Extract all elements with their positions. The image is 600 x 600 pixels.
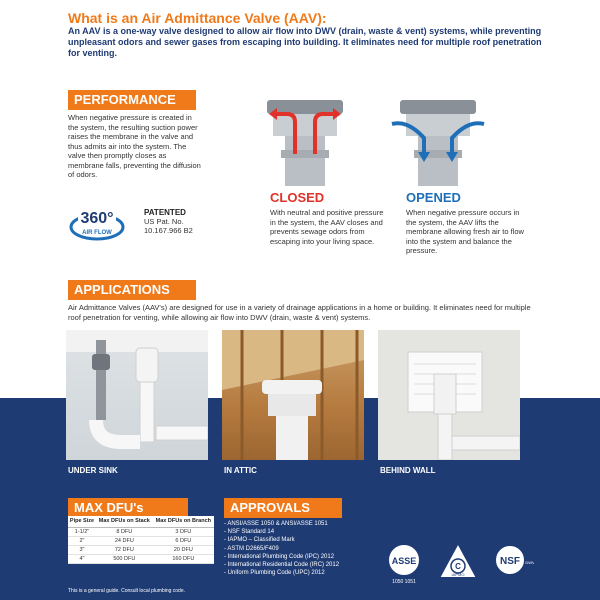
airflow-360-badge [68, 205, 126, 243]
dfu-cell: 2" [68, 536, 96, 545]
asse-logo [382, 540, 426, 589]
list-item: - International Plumbing Code (IPC) 2012 [224, 553, 335, 560]
dfu-header-stack: Max DFUs on Stack [96, 516, 153, 527]
opened-title: OPENED [406, 190, 461, 205]
asse-codes: 1050 1051 [392, 579, 416, 584]
dfu-cell: 3 DFU [153, 527, 214, 536]
dfu-header-branch: Max DFUs on Branch [153, 516, 214, 527]
patent-line2: 10.167.966 B2 [144, 226, 193, 235]
dfu-cell: 160 DFU [153, 554, 214, 563]
dfu-cell: 8 DFU [96, 527, 153, 536]
max-dfu-heading: MAX DFU's [68, 498, 188, 518]
dfu-header-pipe-size: Pipe Size [68, 516, 96, 527]
dfu-cell: 72 DFU [96, 545, 153, 554]
iapmo-logo [436, 540, 480, 589]
in-attic-photo [222, 330, 364, 460]
badge-label: AIR FLOW [82, 230, 112, 236]
opened-text: When negative pressure occurs in the system, the AAV lifts the membrane allowing fresh air to flow into the system and balance the pressure. [406, 208, 524, 255]
list-item: - ANSI/ASSE 1050 & ANSI/ASSE 1051 [224, 521, 328, 527]
opened-valve-illustration [388, 94, 488, 186]
performance-heading: PERFORMANCE [68, 90, 196, 110]
dfu-note: This is a general guide. Consult local plumbing code. [68, 588, 186, 594]
svg-text:C: C [455, 562, 461, 571]
dfu-cell: 500 DFU [96, 554, 153, 563]
closed-title: CLOSED [270, 190, 325, 205]
approvals-list [224, 520, 339, 577]
in-attic-label: IN ATTIC [224, 466, 257, 475]
under-sink-label: UNDER SINK [68, 466, 118, 475]
applications-text: Air Admittance Valves (AAV's) are designed for use in a variety of drainage applications in a home or building. It eliminates need for multiple roof penetration for venting, while allowing air flow into DWV (drain, waste & vent) systems. [68, 303, 531, 322]
list-item: - IAPMO – Classified Mark [224, 537, 295, 544]
patent-title: PATENTED [144, 208, 186, 217]
dfu-cell: 4" [68, 554, 96, 563]
intro-text: An AAV is a one-way valve designed to allow air flow into DWV (drain, waste & vent) systems, while preventing unpleasant odors and sewer gases from escaping into building. It eliminates need for multiple roof penetration for venting. [68, 26, 542, 58]
list-item: - Uniform Plumbing Code (UPC) 2012 [224, 570, 325, 577]
performance-text: When negative pressure is created in the system, the resulting suction power raises the membrane in the valve and thus admits air into the system. The valve then promptly closes as membrane falls, preventing the diffusion of odors. [68, 113, 201, 179]
nsf-logo [490, 540, 534, 589]
under-sink-photo [66, 330, 208, 460]
list-item: - NSF Standard 14 [224, 529, 275, 536]
dfu-cell: 6 DFU [153, 536, 214, 545]
page-title: What is an Air Admittance Valve (AAV): [68, 10, 327, 26]
applications-heading: APPLICATIONS [68, 280, 196, 300]
nsf-sub: DWV [525, 560, 534, 565]
asse-label: ASSE [391, 556, 417, 566]
badge-number: 360° [80, 210, 114, 227]
table-row [68, 554, 214, 563]
patent-info [144, 208, 193, 235]
list-item: - International Residential Code (IRC) 2012 [224, 562, 340, 569]
approvals-heading: APPROVALS [224, 498, 342, 518]
table-row [68, 527, 214, 536]
closed-text: With neutral and positive pressure in the system, the AAV closes and prevents sewage odors from escaping into your living space. [270, 208, 384, 246]
list-item: - ASTM D2665/F409 [224, 545, 279, 552]
patent-line1: US Pat. No. [144, 217, 184, 226]
table-row [68, 536, 214, 545]
dfu-cell: 3" [68, 545, 96, 554]
dfu-cell: 1-1/2" [68, 527, 96, 536]
closed-valve-illustration [255, 94, 355, 186]
behind-wall-photo [378, 330, 520, 460]
iapmo-label: IAPMO [451, 572, 465, 577]
table-row [68, 545, 214, 554]
dfu-cell: 20 DFU [153, 545, 214, 554]
dfu-table [68, 516, 214, 564]
nsf-label: NSF [500, 556, 520, 567]
dfu-cell: 24 DFU [96, 536, 153, 545]
behind-wall-label: BEHIND WALL [380, 466, 436, 475]
